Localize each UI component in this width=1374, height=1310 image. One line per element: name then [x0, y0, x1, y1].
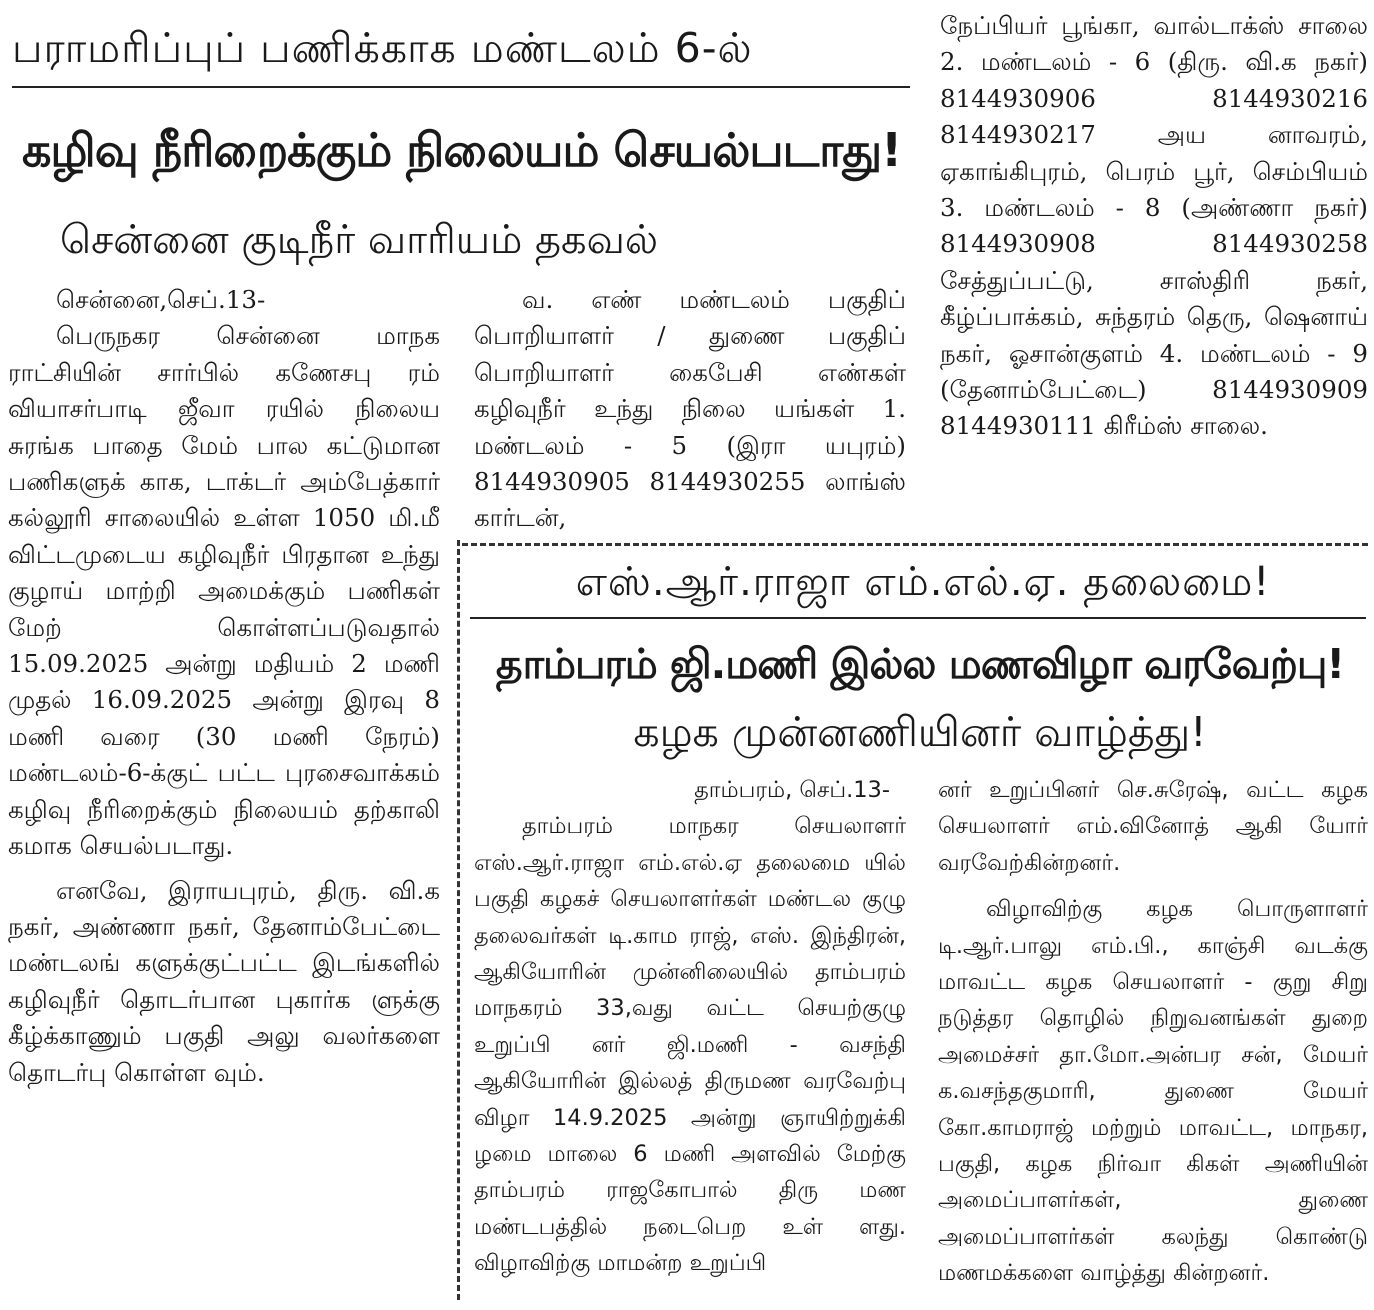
story1-kicker-rule — [12, 86, 910, 88]
story1-dateline: சென்னை,செப்.13- — [56, 285, 266, 314]
story1-paragraph: எனவே, இராயபுரம், திரு. வி.க நகர், அண்ணா நகர், தேனாம்பேட்டை மண்டலங் களுக்குட்பட்ட இடங்களில் கழிவுநீர் தொடர்பான புகார்க ளுக்கு கீழ்க்காணும் பகுதி அலு வலர்களை தொடர்பு கொள்ள வும். — [8, 875, 440, 1087]
story2-column-1 — [474, 772, 906, 1282]
story2-kicker-rule — [470, 617, 1366, 619]
story-separator-dashed — [462, 543, 1368, 546]
story1-paragraph: வ. எண் மண்டலம் பகுதிப் பொறியாளர் / துணை பகுதிப் பொறியாளர் கைபேசி எண்கள் கழிவுநீர் உந்து நிலை யங்கள் 1. மண்டலம் - 5 (இரா யபுரம்) 8144930905 8144930255 லாங்ஸ் கார்டன், — [474, 285, 906, 533]
story1-subhead: சென்னை குடிநீர் வாரியம் தகவல் — [60, 217, 659, 263]
story2-column-2 — [938, 772, 1368, 1292]
story1-paragraph: நேப்பியர் பூங்கா, வால்டாக்ஸ் சாலை 2. மண்டலம் - 6 (திரு. வி.க நகர்) 8144930906 8144930216 8144930217 அய னாவரம், ஏகாங்கிபுரம், பெரம் பூர், செம்பியம் 3. மண்டலம் - 8 (அண்ணா நகர்) 8144930908 8144930258 சேத்துப்பட்டு, சாஸ்திரி நகர், கீழ்ப்பாக்கம், சுந்தரம் தெரு, ஷெனாய் நகர், ஓசான்குளம் 4. மண்டலம் - 9 (தேனாம்பேட்டை) 8144930909 8144930111 கிரீம்ஸ் சாலை. — [940, 11, 1368, 441]
story2-headline: தாம்பரம் ஜி.மணி இல்ல மணவிழா வரவேற்பு! — [495, 640, 1345, 688]
story1-column-3 — [940, 8, 1368, 445]
story2-paragraph: னர் உறுப்பினர் செ.சுரேஷ், வட்ட கழக செயலாளர் எம்.வினோத் ஆகி யோர் வரவேற்கின்றனர். — [938, 777, 1368, 876]
column-separator-dashed — [457, 540, 460, 1300]
story1-column-1 — [8, 282, 440, 1091]
story2-dateline: தாம்பரம், செப்.13- — [694, 777, 890, 803]
story2-paragraph: விழாவிற்கு கழக பொருளாளர் டி.ஆர்.பாலு எம்.பி., காஞ்சி வடக்கு மாவட்ட கழக செயலாளர் - குறு சிறு நடுத்தர தொழில் நிறுவனங்கள் துறை அமைச்சர் தா.மோ.அன்பர சன், மேயர் க.வசந்தகுமாரி, துணை மேயர் கோ.காமராஜ் மற்றும் மாவட்ட, மாநகர, பகுதி, கழக நிர்வா கிகள் அணியின் அமைப்பாளர்கள், துணை அமைப்பாளர்கள் கலந்து கொண்டு மணமக்களை வாழ்த்து கின்றனர். — [938, 896, 1368, 1287]
story2-subhead: கழக முன்னணியினர் வாழ்த்து! — [633, 708, 1207, 756]
story1-column-2 — [474, 282, 906, 537]
story1-kicker: பராமரிப்புப் பணிக்காக மண்டலம் 6-ல் — [12, 24, 753, 72]
story1-paragraph: பெருநகர சென்னை மாநக ராட்சியின் சார்பில் கணேசபு ரம் வியாசர்பாடி ஜீவா ரயில் நிலைய சுரங்க பாதை மேம் பால கட்டுமான பணிகளுக் காக, டாக்டர் அம்பேத்கார் கல்லூரி சாலையில் உள்ள 1050 மி.மீ விட்டமுடைய கழிவுநீர் பிரதான உந்து குழாய் மாற்றி அமைக்கும் பணிகள் மேற் கொள்ளப்படுவதால் 15.09.2025 அன்று மதியம் 2 மணி முதல் 16.09.2025 அன்று இரவு 8 மணி வரை (30 மணி நேரம்) மண்டலம்-6-க்குட் பட்ட புரசைவாக்கம் கழிவு நீரிறைக்கும் நிலையம் தற்காலி கமாக செயல்படாது. — [8, 321, 440, 861]
story2-kicker: எஸ்.ஆர்.ராஜா எம்.எல்.ஏ. தலைமை! — [575, 559, 1271, 605]
story1-headline: கழிவு நீரிறைக்கும் நிலையம் செயல்படாது! — [22, 123, 902, 177]
story2-paragraph: தாம்பரம் மாநகர செயலாளர் எஸ்.ஆர்.ராஜா எம்.எல்.ஏ தலைமை யில் பகுதி கழகச் செயலாளர்கள் மண்டல குழு தலைவர்கள் டி.காம ராஜ், எஸ். இந்திரன், ஆகியோரின் முன்னிலையில் தாம்பரம் மாநகரம் 33,வது வட்ட செயற்குழு உறுப்பி னர் ஜி.மணி - வசந்தி ஆகியோரின் இல்லத் திருமண வரவேற்பு விழா 14.9.2025 அன்று ஞாயிற்றுக்கி ழமை மாலை 6 மணி அளவில் மேற்கு தாம்பரம் ராஜகோபால் திரு மண மண்டபத்தில் நடைபெற உள் ளது. விழாவிற்கு மாமன்ற உறுப்பி — [474, 813, 906, 1277]
